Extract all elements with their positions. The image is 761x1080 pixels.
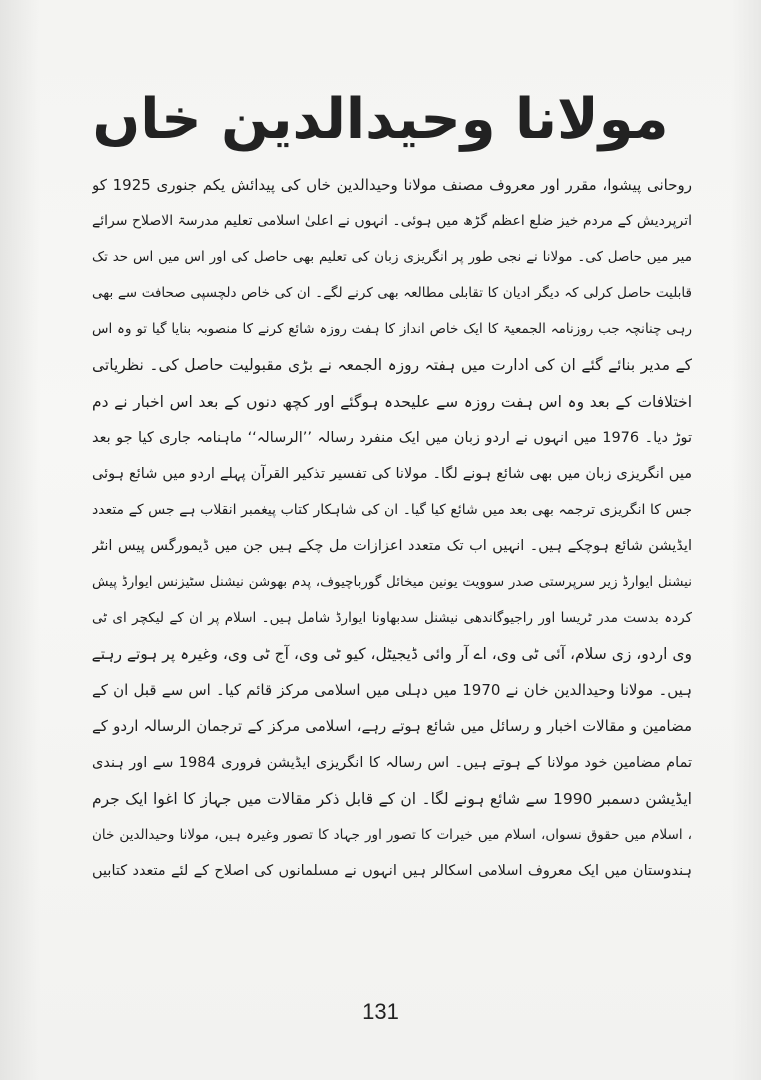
text-line: جس کا انگریزی ترجمہ بھی بعد میں شائع کیا گیا۔ ان کی شاہکار کتاب پیغمبر انقلاب ہے جس کے متعدد (92, 501, 692, 518)
page-number: 131 (362, 999, 399, 1024)
text-line: مضامین و مقالات اخبار و رسائل میں شائع ہوتے رہے، اسلامی مرکز کے ترجمان الرسالہ اردو کے (92, 717, 692, 736)
text-line: ایڈیشن شائع ہوچکے ہیں۔ انہیں اب تک متعدد اعزازات مل چکے ہیں جن میں ڈیمورگس پیس انٹر (92, 537, 692, 554)
text-line: اترپردیش کے مردم خیز ضلع اعظم گڑھ میں ہوئی۔ انہوں نے اعلیٰ اسلامی تعلیم مدرسۃ الاصلاح سرائے (92, 213, 692, 230)
text-line: کردہ بدست مدر ٹریسا اور راجیوگاندھی نیشنل سدبھاونا ایوارڈ شامل ہیں۔ اسلام پر ان کے لیکچر ای ٹی (92, 610, 692, 627)
text-line: نیشنل ایوارڈ زیر سرپرستی صدر سوویت یونین میخائل گورباچیوف، پدم بھوشن نیشنل سٹیزنس ایوارڈ پیش (92, 574, 692, 591)
text-line: روحانی پیشوا، مقرر اور معروف مصنف مولانا وحیدالدین خاں کی پیدائش یکم جنوری 1925 کو (92, 176, 692, 194)
text-line: ہیں۔ مولانا وحیدالدین خان نے 1970 میں دہلی میں اسلامی مرکز قائم کیا۔ اس سے قبل ان کے (92, 681, 692, 700)
text-line: کے مدیر بنائے گئے ان کی ادارت میں ہفتہ روزہ الجمعہ نے بڑی مقبولیت حاصل کی۔ نظریاتی (92, 356, 692, 375)
text-line: اختلافات کے بعد وہ اس ہفت روزہ سے علیحدہ ہوگئے اور کچھ دنوں کے بعد اس اخبار نے دم (92, 392, 692, 411)
text-line: تمام مضامین خود مولانا کے ہوتے ہیں۔ اس رسالہ کا انگریزی ایڈیشن فروری 1984 سے اور ہندی (92, 754, 692, 771)
text-line: رہی چنانچہ جب روزنامہ الجمعیۃ کا ایک خاص انداز کا ہفت روزہ شائع کرنے کا منصوبہ بنایا گیا تو وہ اس (92, 321, 692, 338)
text-line: ایڈیشن دسمبر 1990 سے شائع ہونے لگا۔ ان کے قابل ذکر مقالات میں جہاز کا اغوا ایک جرم (92, 789, 692, 808)
text-line: وی اردو، زی سلام، آئی ٹی وی، اے آر وائی ڈیجیٹل، کیو ٹی وی، آج ٹی وی، وغیرہ پر ہوتے رہتے (92, 645, 692, 664)
page-title: مولانا وحیدالدین خاں (92, 87, 669, 152)
text-line: ، اسلام میں حقوق نسواں، اسلام میں خیرات کا تصور اور جہاد کا تصور وغیرہ ہیں، مولانا وحیدالدین خان (92, 826, 692, 843)
body-text (92, 167, 692, 889)
text-line: میں انگریزی زبان میں بھی شائع ہونے لگا۔ مولانا کی تفسیر تذکیر القرآن پہلے اردو میں شائع ہوئی (92, 465, 692, 482)
text-line: قابلیت حاصل کرلی کہ دیگر ادیان کا تقابلی مطالعہ بھی کرنے لگے۔ ان کی خاص دلچسپی صحافت سے بھی (92, 285, 692, 302)
text-line: توڑ دیا۔ 1976 میں انہوں نے اردو زبان میں ایک منفرد رسالہ ’’الرسالہ‘‘ ماہنامہ جاری کیا جو بعد (92, 429, 692, 446)
text-line: میر میں حاصل کی۔ مولانا نے نجی طور پر انگریزی زبان کی تعلیم بھی حاصل کی اور اس میں اس حد تک (92, 249, 692, 266)
text-line: ہندوستان میں ایک معروف اسلامی اسکالر ہیں انہوں نے مسلمانوں کی اصلاح کے لئے متعدد کتابیں (92, 862, 692, 879)
